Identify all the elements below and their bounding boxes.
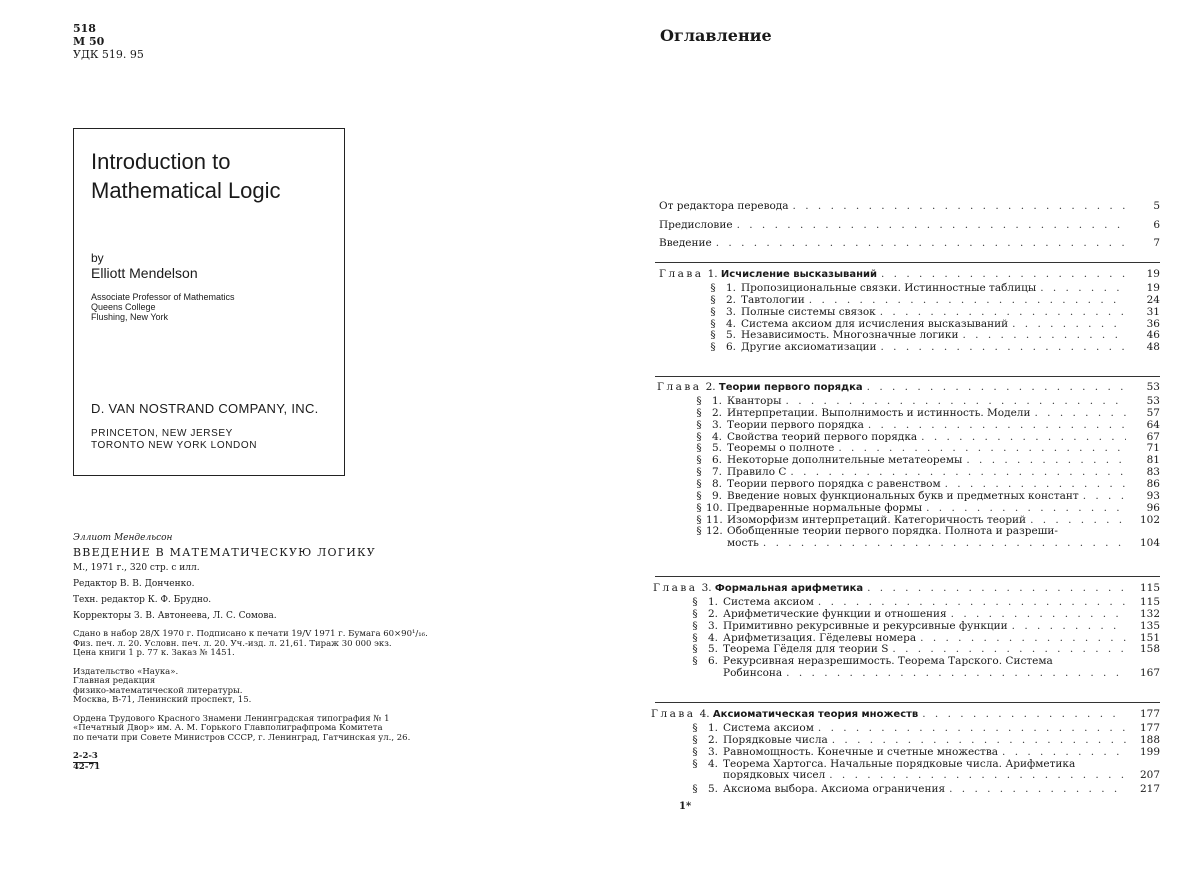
toc-section-entry bbox=[706, 294, 1160, 306]
page-number: 199 bbox=[1139, 745, 1160, 758]
section-number: 4. bbox=[725, 317, 736, 330]
section-divider bbox=[655, 262, 1160, 263]
section-symbol: § bbox=[710, 341, 716, 354]
section-label: Система аксиом bbox=[723, 722, 814, 734]
page-number: 177 bbox=[1139, 708, 1160, 720]
toc-section-entry bbox=[706, 318, 1160, 330]
section-label: Арифметические функции и отношения bbox=[723, 607, 947, 620]
section-symbol: § bbox=[692, 607, 698, 620]
dot-leader bbox=[763, 537, 1126, 549]
dot-leader bbox=[1030, 514, 1126, 526]
original-title-line: Mathematical Logic bbox=[91, 178, 281, 203]
author-code: M 50 bbox=[73, 35, 105, 48]
toc-section-entry bbox=[688, 632, 1160, 644]
chapter-title: Теории первого порядка bbox=[718, 382, 863, 393]
dot-leader bbox=[838, 442, 1126, 454]
section-symbol: § bbox=[692, 757, 698, 770]
toc-section-entry bbox=[706, 306, 1160, 318]
original-title-page bbox=[73, 128, 345, 476]
section-number: 8. bbox=[711, 477, 722, 490]
chapter-prefix: Глава bbox=[657, 381, 702, 393]
page-number: 83 bbox=[1146, 466, 1160, 479]
print-line: Сдано в набор 28/X 1970 г. Подписано к печати 19/V 1971 г. Бумага 60×90¹/₁₆. bbox=[73, 629, 428, 639]
original-title-line: Introduction to bbox=[91, 149, 231, 174]
dot-leader bbox=[829, 769, 1126, 781]
toc-chapter-entry bbox=[659, 268, 1160, 281]
page-number: 46 bbox=[1146, 329, 1160, 342]
dot-leader bbox=[951, 608, 1126, 620]
page-number: 24 bbox=[1146, 293, 1160, 306]
section-label: Теории первого порядка с равенством bbox=[727, 477, 941, 490]
section-label: Примитивно рекурсивные и рекурсивные функции bbox=[723, 619, 1008, 632]
catalog-codes bbox=[73, 22, 144, 61]
section-number: 2. bbox=[707, 733, 718, 746]
page-number: 132 bbox=[1139, 607, 1160, 620]
page-number: 53 bbox=[1146, 395, 1160, 407]
section-label: Полные системы связок bbox=[741, 305, 876, 318]
chapter-title: Исчисление высказываний bbox=[720, 269, 877, 280]
toc-chapter-entry bbox=[657, 381, 1160, 394]
section-number: 7. bbox=[711, 466, 722, 479]
entry-label: Предисловие bbox=[659, 219, 733, 231]
section-symbol: § bbox=[692, 655, 698, 668]
toc-section-entry bbox=[692, 395, 1160, 407]
section-symbol: § bbox=[696, 489, 702, 502]
section-symbol: § bbox=[692, 596, 698, 608]
section-symbol: § bbox=[692, 745, 698, 758]
section-symbol: § bbox=[692, 643, 698, 656]
toc-section-entry bbox=[706, 329, 1160, 341]
imprint-print-data bbox=[73, 630, 513, 659]
section-symbol: § bbox=[696, 406, 702, 419]
dot-leader bbox=[880, 306, 1126, 318]
page-number: 36 bbox=[1146, 317, 1160, 330]
imprint-correctors: Корректоры З. В. Автонеева, Л. С. Сомова. bbox=[73, 611, 277, 621]
page-number: 53 bbox=[1146, 381, 1160, 393]
section-symbol: § bbox=[696, 430, 702, 443]
original-author: Elliott Mendelson bbox=[91, 265, 198, 281]
toc-section-entry bbox=[688, 608, 1160, 620]
section-number: 3. bbox=[707, 619, 718, 632]
section-symbol: § bbox=[710, 305, 716, 318]
section-symbol: § bbox=[696, 477, 702, 490]
publisher-line: Главная редакция bbox=[73, 676, 156, 686]
section-number: 4. bbox=[707, 757, 718, 770]
dot-leader bbox=[868, 419, 1126, 431]
dot-leader bbox=[921, 431, 1126, 443]
section-label: Предваренные нормальные формы bbox=[727, 501, 923, 514]
page-number: 64 bbox=[1146, 418, 1160, 431]
page-number: 102 bbox=[1139, 513, 1160, 526]
section-label: Теорема Гёделя для теории S bbox=[723, 643, 889, 656]
section-symbol: § bbox=[692, 722, 698, 734]
section-number: 3. bbox=[725, 305, 736, 318]
dot-leader bbox=[1083, 490, 1126, 502]
section-label: Свойства теорий первого порядка bbox=[727, 430, 918, 443]
author-affiliation bbox=[91, 292, 235, 322]
dot-leader bbox=[880, 341, 1126, 353]
page-number: 93 bbox=[1146, 489, 1160, 502]
dot-leader bbox=[716, 237, 1126, 249]
chapter-heading bbox=[659, 268, 877, 281]
section-number: 3. bbox=[707, 745, 718, 758]
dot-leader bbox=[920, 632, 1126, 644]
section-label-continued: мость bbox=[727, 537, 759, 550]
toc-section-entry bbox=[688, 758, 1160, 770]
section-number: 4. bbox=[707, 631, 718, 644]
publisher-line: физико-математической литературы. bbox=[73, 685, 243, 696]
city-line: PRINCETON, NEW JERSEY bbox=[91, 428, 233, 439]
imprint-editor: Редактор В. В. Донченко. bbox=[73, 579, 195, 589]
classification-code: 518 bbox=[73, 22, 96, 35]
toc-section-continuation bbox=[727, 537, 1160, 549]
toc-section-entry bbox=[706, 282, 1160, 294]
page-number: 104 bbox=[1139, 537, 1160, 550]
section-label: Рекурсивная неразрешимость. Теорема Тарского. Система bbox=[723, 655, 1053, 668]
section-label: Введение новых функциональных букв и предметных констант bbox=[727, 489, 1079, 502]
section-label: Равномощность. Конечные и счетные множества bbox=[723, 745, 999, 758]
section-label: Изоморфизм интерпретаций. Категоричность теорий bbox=[727, 513, 1027, 526]
toc-section-entry bbox=[692, 490, 1160, 502]
section-label: Обобщенные теории первого порядка. Полнота и разреши- bbox=[727, 525, 1058, 538]
toc-section-entry bbox=[692, 466, 1160, 478]
entry-label: Введение bbox=[659, 237, 712, 249]
chapter-heading bbox=[653, 582, 863, 595]
section-number: 4. bbox=[711, 430, 722, 443]
section-label: Пропозициональные связки. Истинностные таблицы bbox=[741, 282, 1037, 294]
section-label-continued: Робинсона bbox=[723, 667, 783, 680]
affiliation-line: Associate Professor of Mathematics bbox=[91, 292, 235, 302]
chapter-number: 1. bbox=[707, 268, 721, 280]
imprint-title: ВВЕДЕНИЕ В МАТЕМАТИЧЕСКУЮ ЛОГИКУ bbox=[73, 546, 376, 559]
page-number: 5 bbox=[1153, 200, 1160, 212]
dot-leader bbox=[949, 783, 1126, 795]
section-label: Теорема Хартогса. Начальные порядковые числа. Арифметика bbox=[723, 757, 1076, 770]
dot-leader bbox=[1034, 407, 1126, 419]
chapter-heading bbox=[651, 708, 918, 721]
dot-leader bbox=[818, 722, 1126, 734]
section-number: 10. bbox=[706, 501, 723, 514]
page-number: 158 bbox=[1139, 643, 1160, 656]
dot-leader bbox=[832, 734, 1126, 746]
toc-section-entry bbox=[692, 478, 1160, 490]
print-line: Цена книги 1 р. 77 к. Заказ № 1451. bbox=[73, 648, 235, 658]
toc-front-entry bbox=[659, 237, 1160, 249]
dot-leader bbox=[922, 708, 1126, 720]
section-symbol: § bbox=[696, 525, 702, 538]
section-number: 6. bbox=[725, 341, 736, 354]
chapter-heading bbox=[657, 381, 863, 394]
page-number: 115 bbox=[1139, 582, 1160, 594]
dot-leader bbox=[818, 596, 1126, 608]
dot-leader bbox=[1002, 746, 1126, 758]
original-title bbox=[91, 147, 281, 205]
section-number: 2. bbox=[725, 293, 736, 306]
page-number: 188 bbox=[1139, 733, 1160, 746]
section-number: 5. bbox=[707, 783, 718, 796]
toc-section-entry bbox=[706, 341, 1160, 353]
dot-leader bbox=[793, 200, 1126, 212]
dot-leader bbox=[881, 268, 1126, 280]
toc-section-entry bbox=[692, 419, 1160, 431]
section-number: 5. bbox=[707, 643, 718, 656]
page-number: 71 bbox=[1146, 442, 1160, 455]
page-number: 177 bbox=[1139, 722, 1160, 734]
toc-chapter-entry bbox=[651, 708, 1160, 721]
dot-leader bbox=[963, 329, 1127, 341]
section-label: Кванторы bbox=[727, 395, 782, 407]
printer-line: Ордена Трудового Красного Знамени Ленинградская типография № 1 bbox=[73, 713, 390, 724]
section-number: 1. bbox=[707, 596, 718, 608]
page-number: 6 bbox=[1153, 219, 1160, 231]
section-label: Независимость. Многозначные логики bbox=[741, 329, 959, 342]
section-symbol: § bbox=[696, 395, 702, 407]
toc-section-entry bbox=[688, 734, 1160, 746]
toc-section-continuation bbox=[723, 667, 1160, 679]
page-number: 48 bbox=[1146, 341, 1160, 354]
section-symbol: § bbox=[710, 293, 716, 306]
original-publisher: D. VAN NOSTRAND COMPANY, INC. bbox=[91, 401, 319, 416]
dot-leader bbox=[867, 381, 1126, 393]
imprint-code: 2-2-3 bbox=[73, 751, 98, 761]
page-number: 81 bbox=[1146, 454, 1160, 467]
page-number: 19 bbox=[1146, 282, 1160, 294]
chapter-prefix: Глава bbox=[651, 708, 696, 720]
section-number: 3. bbox=[711, 418, 722, 431]
page-number: 57 bbox=[1146, 406, 1160, 419]
section-label: Тавтологии bbox=[741, 293, 805, 306]
toc-section-entry bbox=[692, 502, 1160, 514]
section-symbol: § bbox=[696, 466, 702, 479]
page-number: 19 bbox=[1146, 268, 1160, 280]
page-number: 151 bbox=[1139, 631, 1160, 644]
section-symbol: § bbox=[710, 282, 716, 294]
chapter-prefix: Глава bbox=[653, 582, 698, 594]
section-symbol: § bbox=[692, 783, 698, 796]
signature-mark: 1* bbox=[679, 801, 692, 812]
toc-title: Оглавление bbox=[660, 26, 772, 45]
dot-leader bbox=[786, 667, 1126, 679]
dot-leader bbox=[1012, 620, 1126, 632]
dot-leader bbox=[737, 219, 1126, 231]
chapter-number: 4. bbox=[699, 708, 713, 720]
section-divider bbox=[655, 376, 1160, 377]
toc-section-entry bbox=[688, 655, 1160, 667]
dot-leader bbox=[892, 643, 1126, 655]
dot-leader bbox=[945, 478, 1126, 490]
imprint-printer bbox=[73, 715, 513, 744]
section-symbol: § bbox=[696, 501, 702, 514]
toc-section-entry bbox=[688, 746, 1160, 758]
section-label: Порядковые числа bbox=[723, 733, 828, 746]
section-number: 9. bbox=[711, 489, 722, 502]
section-symbol: § bbox=[710, 329, 716, 342]
affiliation-line: Queens College bbox=[91, 302, 156, 312]
imprint-tech-editor: Техн. редактор К. Ф. Брудно. bbox=[73, 595, 212, 605]
toc-section-entry bbox=[692, 514, 1160, 526]
section-number: 1. bbox=[707, 722, 718, 734]
toc-section-entry bbox=[692, 431, 1160, 443]
chapter-number: 2. bbox=[705, 381, 719, 393]
section-number: 5. bbox=[711, 442, 722, 455]
section-label: Интерпретации. Выполнимость и истинность. Модели bbox=[727, 406, 1031, 419]
toc-section-entry bbox=[692, 407, 1160, 419]
chapter-title: Аксиоматическая теория множеств bbox=[712, 709, 919, 720]
section-label: Правило С bbox=[727, 466, 787, 479]
imprint-codes bbox=[73, 752, 513, 772]
section-number: 6. bbox=[707, 655, 718, 668]
section-symbol: § bbox=[696, 454, 702, 467]
toc-front-entry bbox=[659, 219, 1160, 231]
page-number: 86 bbox=[1146, 477, 1160, 490]
city-line: TORONTO NEW YORK LONDON bbox=[91, 440, 258, 451]
section-number: 1. bbox=[725, 282, 736, 294]
section-divider bbox=[655, 576, 1160, 577]
section-label-continued: порядковых чисел bbox=[723, 769, 826, 782]
section-number: 2. bbox=[711, 406, 722, 419]
page-number: 135 bbox=[1139, 619, 1160, 632]
section-number: 6. bbox=[711, 454, 722, 467]
page-number: 31 bbox=[1146, 305, 1160, 318]
publisher-cities bbox=[91, 428, 257, 452]
imprint-author: Эллиот Мендельсон bbox=[73, 533, 173, 543]
entry-label: От редактора перевода bbox=[659, 200, 789, 212]
section-label: Арифметизация. Гёделевы номера bbox=[723, 631, 917, 644]
section-label: Теории первого порядка bbox=[727, 418, 864, 431]
dot-leader bbox=[1012, 318, 1126, 330]
udk-code: УДК 519. 95 bbox=[73, 48, 144, 61]
section-symbol: § bbox=[696, 513, 702, 526]
imprint-publisher bbox=[73, 668, 513, 706]
section-number: 1. bbox=[711, 395, 722, 407]
page-number: 115 bbox=[1139, 596, 1160, 608]
section-label: Система аксиом для исчисления высказываний bbox=[741, 317, 1009, 330]
page-number: 167 bbox=[1139, 667, 1160, 680]
dot-leader bbox=[809, 294, 1126, 306]
toc-section-continuation bbox=[723, 769, 1160, 781]
imprint-code: 42-71 bbox=[73, 761, 101, 772]
printer-line: по печати при Совете Министров СССР, г. Ленинград, Гатчинская ул., 26. bbox=[73, 732, 411, 743]
toc-front-entry bbox=[659, 200, 1160, 212]
section-number: 2. bbox=[707, 607, 718, 620]
section-number: 5. bbox=[725, 329, 736, 342]
chapter-title: Формальная арифметика bbox=[714, 583, 864, 594]
page-number: 67 bbox=[1146, 430, 1160, 443]
toc-section-entry bbox=[688, 596, 1160, 608]
imprint-meta: М., 1971 г., 320 стр. с илл. bbox=[73, 563, 200, 573]
section-label: Система аксиом bbox=[723, 596, 814, 608]
section-symbol: § bbox=[692, 733, 698, 746]
section-symbol: § bbox=[696, 418, 702, 431]
dot-leader bbox=[926, 502, 1126, 514]
dot-leader bbox=[1040, 282, 1126, 294]
toc-chapter-entry bbox=[653, 582, 1160, 595]
toc-section-entry bbox=[688, 722, 1160, 734]
page-number: 96 bbox=[1146, 501, 1160, 514]
toc-section-entry bbox=[692, 525, 1160, 537]
imprint-block bbox=[73, 533, 513, 772]
dot-leader bbox=[867, 582, 1126, 594]
section-symbol: § bbox=[692, 631, 698, 644]
section-label: Некоторые дополнительные метатеоремы bbox=[727, 454, 963, 467]
dot-leader bbox=[790, 466, 1126, 478]
page-number: 217 bbox=[1139, 783, 1160, 796]
print-line: Физ. печ. л. 20. Условн. печ. л. 20. Уч.-изд. л. 21,61. Тираж 30 000 экз. bbox=[73, 638, 392, 649]
section-symbol: § bbox=[696, 442, 702, 455]
chapter-prefix: Глава bbox=[659, 268, 704, 280]
affiliation-line: Flushing, New York bbox=[91, 312, 169, 322]
toc-section-entry bbox=[688, 620, 1160, 632]
by-text: by bbox=[91, 251, 104, 265]
dot-leader bbox=[966, 454, 1126, 466]
printer-line: «Печатный Двор» им. А. М. Горького Главполиграфпрома Комитета bbox=[73, 723, 383, 733]
section-label: Другие аксиоматизации bbox=[741, 341, 877, 354]
section-number: 11. bbox=[706, 513, 723, 526]
page-number: 207 bbox=[1139, 769, 1160, 782]
dot-leader bbox=[786, 395, 1126, 407]
toc-section-entry bbox=[692, 442, 1160, 454]
toc-section-entry bbox=[692, 454, 1160, 466]
section-label: Аксиома выбора. Аксиома ограничения bbox=[723, 783, 946, 796]
section-divider bbox=[655, 702, 1160, 703]
section-symbol: § bbox=[692, 619, 698, 632]
section-number: 12. bbox=[706, 525, 723, 538]
toc-section-entry bbox=[688, 643, 1160, 655]
section-symbol: § bbox=[710, 317, 716, 330]
toc-section-entry bbox=[688, 783, 1160, 795]
page-number: 7 bbox=[1153, 237, 1160, 249]
publisher-line: Издательство «Наука». bbox=[73, 666, 179, 677]
section-label: Теоремы о полноте bbox=[727, 442, 835, 455]
chapter-number: 3. bbox=[701, 582, 715, 594]
publisher-line: Москва, В-71, Ленинский проспект, 15. bbox=[73, 695, 252, 705]
